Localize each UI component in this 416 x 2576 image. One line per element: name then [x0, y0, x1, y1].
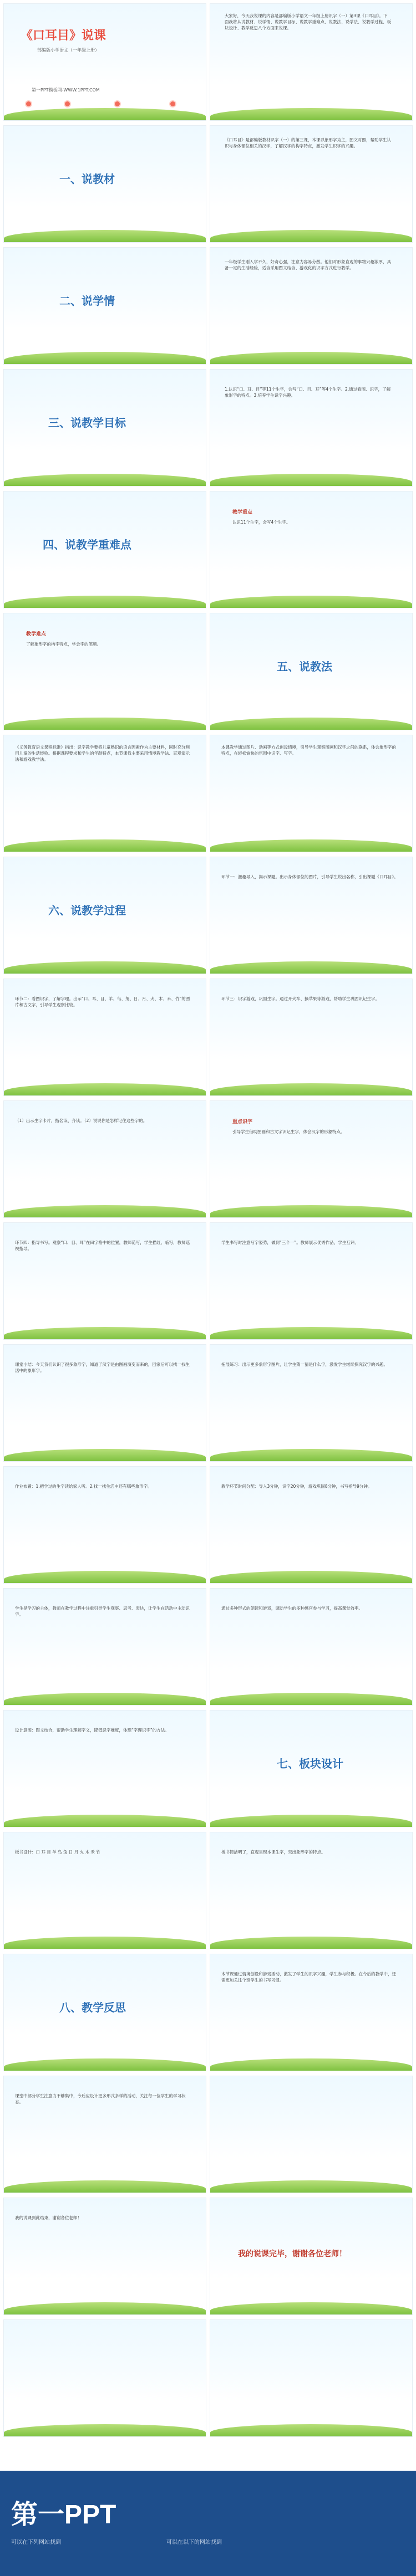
slide-text-17 — [210, 1588, 413, 1706]
slide-board — [3, 1832, 206, 1949]
intro-text: 大家好，今天我说课的内容是部编版小学语文一年级上册识字（一）第3课《口耳目》。下面我将从说教材、说学情、说教学目标、说教学重难点、说教法、说学法、说教学过程、板块设计、教学反思八个方面来说课。 — [225, 13, 391, 30]
slide-closing — [210, 2198, 413, 2315]
slide-extra-2 — [210, 2319, 413, 2437]
body-text: 环节一：激趣导入，揭示课题。出示身体部位的图片，引导学生说出名称，引出课题《口耳目》。 — [221, 874, 398, 879]
body-text: 板书简洁明了，直观呈现本课生字，突出象形字的特点。 — [221, 1850, 326, 1855]
slide-text-13 — [210, 1344, 413, 1462]
footer-banner — [0, 2471, 416, 2576]
body-text: 学生书写时注意写字姿势，做到“三个一”。教师展示优秀作品，学生互评。 — [221, 1240, 359, 1245]
body-text: 环节四：指导书写。观察“口、目、耳”在田字格中的位置，教师范写，学生描红、临写，教师巡视指导。 — [15, 1240, 190, 1251]
body-text: （1）出示生字卡片，指名读、齐读。（2）说说你是怎样记住这些字的。 — [15, 1118, 148, 1123]
closing-text: 我的说课完毕，谢谢各位老师！ — [238, 2250, 347, 2259]
body-text: 了解象形字的构字特点，学会字的笔顺。 — [26, 642, 101, 647]
body-text: 教学环节时间分配：导入3分钟，识字20分钟，游戏巩固8分钟，书写指导9分钟。 — [221, 1484, 372, 1489]
slide-text-7 — [3, 979, 206, 1096]
section-heading: 五、说教法 — [277, 660, 332, 673]
slide-title — [3, 3, 206, 121]
body-text: 本课教学通过图片、动画等方式创设情境，引导学生观察图画和汉字之间的联系，体会象形字的特点，在轻松愉快的氛围中识字、写字。 — [221, 745, 396, 756]
slide-section-1 — [3, 125, 206, 243]
slide-text-18 — [3, 1710, 206, 1827]
section-heading: 七、板块设计 — [277, 1757, 343, 1770]
slide-text-16 — [3, 1588, 206, 1706]
body-text: 《口耳目》是部编版教材识字（一）的第三课，本课以象形字为主，图文对照，帮助学生认识与身体部位相关的汉字，了解汉字的构字特点，激发学生识字的兴趣。 — [225, 137, 391, 148]
body-text: 通过多种形式的朗读和游戏，调动学生的多种感官参与学习，提高课堂效率。 — [221, 1606, 363, 1611]
tag-label: 重点识字 — [232, 1119, 253, 1125]
section-heading: 三、说教学目标 — [48, 416, 126, 429]
tag-label: 教学难点 — [26, 632, 47, 637]
slide-section-2 — [3, 247, 206, 365]
body-text: 《义务教育语文课程标准》指出：识字教学要将儿童熟识的语言因素作为主要材料，同时充分利用儿童的生活经验。根据课程要求和学生的年龄特点，本节课我主要采用情境教学法、直观演示法和游戏教学法。 — [15, 745, 190, 762]
slide-section-6 — [3, 857, 206, 974]
body-text: 板书设计：口 耳 目 羊 鸟 兔 日 月 火 木 禾 竹 — [15, 1850, 100, 1855]
body-text: 我的说课到此结束，谢谢各位老师！ — [15, 2215, 82, 2220]
slide-key-literacy — [210, 1100, 413, 1218]
slide-text-15 — [210, 1466, 413, 1584]
slide-text-8 — [210, 979, 413, 1096]
slide-section-3 — [3, 369, 206, 486]
slide-text-3 — [210, 369, 413, 486]
slide-difficulty — [3, 613, 206, 730]
slide-text-6 — [210, 857, 413, 974]
footer-line-1: 可以在下列网站找到 — [11, 2539, 61, 2546]
body-text: 设计意图：图文结合，帮助学生理解字义，降低识字难度，体现“字理识字”的方法。 — [15, 1728, 169, 1733]
slide-section-7 — [210, 1710, 413, 1827]
slide-intro — [210, 3, 413, 121]
slide-text-2 — [210, 247, 413, 365]
slide-text-12 — [3, 1344, 206, 1462]
section-heading: 八、教学反思 — [59, 2001, 126, 2014]
body-text: 作业布置：1.把学过的生字读给家人听。2.找一找生活中还有哪些象形字。 — [15, 1484, 152, 1489]
body-text: 学生是学习的主体，教师在教学过程中注重引导学生观察、思考、表达，让学生在活动中主动识字。 — [15, 1606, 190, 1617]
slide-section-5 — [210, 613, 413, 730]
tag-label: 教学重点 — [232, 510, 253, 515]
slide-section-8 — [3, 1954, 206, 2071]
section-heading: 二、说学情 — [59, 294, 115, 308]
slide-reflection-2 — [3, 2076, 206, 2193]
section-heading: 六、说教学过程 — [48, 904, 126, 917]
body-text: 认识11个生字，会写4个生字。 — [232, 520, 291, 525]
section-heading: 一、说教材 — [59, 172, 115, 186]
slide-text-4 — [3, 735, 206, 852]
slide-blank — [210, 2076, 413, 2193]
body-text: 课堂中部分学生注意力不够集中，今后应设计更多形式多样的活动，关注每一位学生的学习状态。 — [15, 2093, 186, 2104]
section-heading: 四、说教学重难点 — [43, 538, 131, 551]
slide-extra-1 — [3, 2319, 206, 2437]
body-text: 课堂小结：今天我们认识了很多象形字，知道了汉字是由图画演变而来的，回家后可以找一找生活中的象形字。 — [15, 1362, 190, 1373]
slide-text-11 — [210, 1222, 413, 1340]
slide-reflection-1 — [210, 1954, 413, 2071]
site-label: 第一PPT模板网-WWW.1PPT.COM — [32, 88, 100, 93]
slide-text-14 — [3, 1466, 206, 1584]
slide-board-note — [210, 1832, 413, 1949]
lesson-title: 《口耳目》说课 — [21, 29, 106, 43]
lesson-subtitle: 部编版小学语文（一年级上册） — [37, 48, 99, 53]
body-text: 一年级学生刚入学不久，好奇心强，注意力容易分散。他们对形象直观的事物兴趣浓厚，具备一定的生活经验，适合采用图文结合、游戏化的识字方式进行教学。 — [225, 259, 391, 270]
footer-logo: 第一PPT — [11, 2500, 116, 2529]
body-text: 环节二：看图识字，了解字理。出示“口、耳、目、羊、鸟、兔、日、月、火、木、禾、竹”的图片和古文字，引导学生观察比较。 — [15, 996, 190, 1007]
footer-line-2: 可以在以下的网站找到 — [166, 2539, 222, 2546]
slide-text-10 — [3, 1222, 206, 1340]
slide-key-point — [210, 491, 413, 608]
slide-closing-text — [3, 2198, 206, 2315]
slide-text-5 — [210, 735, 413, 852]
slide-section-4 — [3, 491, 206, 608]
body-text: 环节三：识字游戏，巩固生字。通过开火车、摘苹果等游戏，帮助学生巩固识记生字。 — [221, 996, 379, 1001]
body-text: 引导学生借助图画和古文字识记生字，体会汉字的形象特点。 — [232, 1129, 345, 1134]
body-text: 1.认识“口、耳、目”等11个生字，会写“口、目、耳”等4个生字。2.通过看图、识字，了解象形字的特点。3.培养学生识字兴趣。 — [225, 387, 391, 398]
slide-text-9 — [3, 1100, 206, 1218]
body-text: 拓展练习：出示更多象形字图片，让学生猜一猜是什么字，激发学生继续探究汉字的兴趣。 — [221, 1362, 388, 1367]
slide-text-1 — [210, 125, 413, 243]
body-text: 本节课通过情境创设和游戏活动，激发了学生的识字兴趣，学生参与积极。在今后的教学中，还需更加关注个别学生的书写习惯。 — [221, 1971, 396, 1983]
